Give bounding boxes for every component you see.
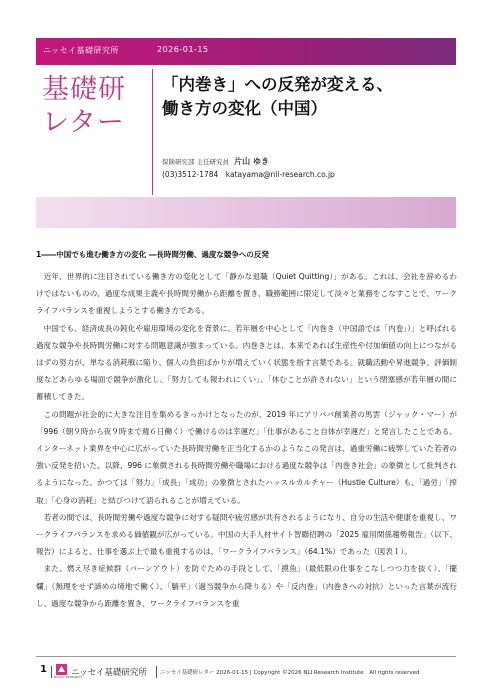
footer-logo-text: ニッセイ基礎研究所 xyxy=(71,668,147,678)
author-role: 保険研究部 主任研究員 xyxy=(162,158,230,166)
paragraph: また、燃え尽き症候群（バーンアウト）を防ぐための手段として、「摸魚」（最低限の仕事をこなしつつ力を抜く）、「擺爛」（無理をせず諦めの境地で働く）、「躺平」（過当競争から降りる）や「反内巻」（内巻きへの対抗）といった言葉が流行し、過度な競争から距離を置き、ワークライフバランスを重 xyxy=(36,564,457,608)
paragraph: 中国でも、経済成長の鈍化や雇用環境の変化を背景に、若年層を中心として「内巻き（中国語では「内卷」）」と呼ばれる過度な競争や長時間労働に対する問題意識が強まっている。内巻きとは、本来であれば生産性や付加価値の向上につながるはずの努力が、単なる消耗戦に陥り、個人の負担ばかりが増えていく状態を指す言葉である。就職活動や昇進競争、評価制度などあらゆる場面で競争が激化し、「努力しても報われにくい」、「休むことが許されない」という閉塞感が若年層の間に蓄積してきた。 xyxy=(36,323,457,402)
brand-name: ニッセイ基礎研究所 xyxy=(43,46,119,55)
publish-date: 2026-01-15 xyxy=(157,45,209,54)
paragraph: この問題が社会的に大きな注目を集めるきっかけとなったのが、2019 年にアリババ創業者の馬雲（ジャック・マー）が「996（朝９時から夜９時まで週６日働く）で働けるのは幸運だ」「仕事があること自体が幸運だ」と発言したことである。インターネット業界を中心に広がっていた長時間労働を正当化するかのようなこの発言は、過重労働に疲弊していた若者の強い反発を招いた。以降、996 に象徴される長時間労働や職場における過度な競争は「内巻き社会」の象徴として批判されるようになった。かつては「努力」「成長」「成功」の象徴とされたハッスルカルチャー（Hustle Culture）も、「過労」「搾取」「心身の消耗」と結びつけて語られることが増えている。 xyxy=(36,409,457,505)
page-number: 1 xyxy=(40,664,47,675)
series-name-line2: レター xyxy=(42,107,125,138)
title-line1: 「内巻き」への反発が変える、 xyxy=(162,75,393,94)
author-contact: (03)3512-1784 katayama@nli-research.co.jp xyxy=(162,170,335,179)
author-line xyxy=(162,156,269,167)
nli-logo-icon xyxy=(56,664,67,675)
footer-copyright: ニッセイ基礎研レター 2026-01-15 | Copyright ©2026 NLI Research Institute All rights reserved xyxy=(160,670,420,676)
logo-caption: NISSAY RESEARCH xyxy=(54,675,82,679)
footer-divider xyxy=(36,656,456,657)
header-bar xyxy=(36,38,456,65)
author-name: 片山 ゆき xyxy=(234,157,269,166)
article-body xyxy=(36,268,457,612)
title-line2: 働き方の変化（中国） xyxy=(162,99,327,118)
footer-separator xyxy=(156,666,157,678)
series-name xyxy=(42,73,142,139)
header-divider xyxy=(152,69,153,195)
page-footer xyxy=(36,664,456,680)
footer-separator xyxy=(51,666,52,678)
paragraph: 近年、世界的に注目されている働き方の変化として「静かな退職（Quiet Quitting）」がある。これは、会社を辞めるわけではないものの、過度な成果主義や長時間労働から距離を置き、職務範囲に限定して淡々と業務をこなすことで、ワークライフバランスを重視しようとする働き方である。 xyxy=(36,272,457,316)
series-name-line1: 基礎研 xyxy=(42,74,126,105)
page-title xyxy=(162,73,452,121)
section-heading: 1――中国でも進む働き方の変化 ―長時間労働、過度な競争への反発 xyxy=(36,250,269,259)
decorative-band xyxy=(36,197,456,228)
paragraph: 若者の間では、長時間労働や過度な競争に対する疑問や疲労感が共有されるようになり、自分の生活や健康を重視し、ワークライフバランスを求める価値観が広がっている。中国の大手人材サイト智聯招聘の「2025 雇用関係趨勢報告」（以下、報告）によると、仕事を選ぶ上で最も重視するのは、「ワークライフバランス」（64.1%）であった（図表１）。 xyxy=(36,512,457,557)
